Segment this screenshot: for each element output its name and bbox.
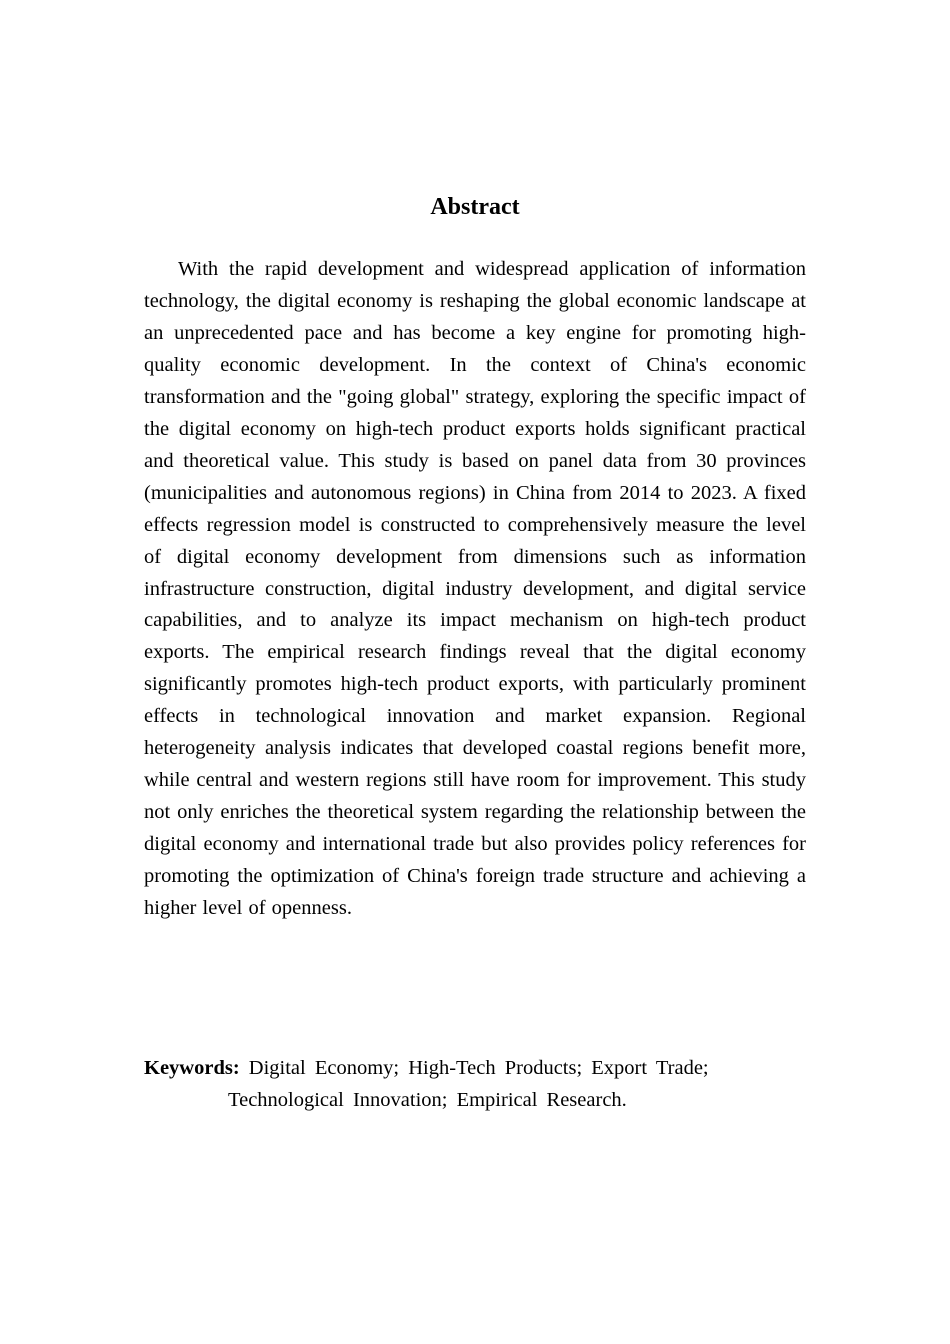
keywords-section bbox=[144, 1052, 784, 1116]
abstract-body: With the rapid development and widespread application of information technology, the digital economy is reshaping the global economic landscape at an unprecedented pace and has become a key engine for promoting high-quality economic development. In the context of China's economic transformation and the "going global" strategy, exploring the specific impact of the digital economy on high-tech product exports holds significant practical and theoretical value. This study is based on panel data from 30 provinces (municipalities and autonomous regions) in China from 2014 to 2023. A fixed effects regression model is constructed to comprehensively measure the level of digital economy development from dimensions such as information infrastructure construction, digital industry development, and digital service capabilities, and to analyze its impact mechanism on high-tech product exports. The empirical research findings reveal that the digital economy significantly promotes high-tech product exports, with particularly prominent effects in technological innovation and market expansion. Regional heterogeneity analysis indicates that developed coastal regions benefit more, while central and western regions still have room for improvement. This study not only enriches the theoretical system regarding the relationship between the digital economy and international trade but also provides policy references for promoting the optimization of China's foreign trade structure and achieving a higher level of openness. bbox=[144, 258, 806, 920]
keywords-label: Keywords: bbox=[144, 1057, 240, 1079]
keywords-line-1: Digital Economy; High-Tech Products; Export Trade; bbox=[248, 1057, 709, 1079]
abstract-title: Abstract bbox=[430, 194, 520, 220]
keywords-line-2: Technological Innovation; Empirical Research. bbox=[228, 1089, 627, 1111]
